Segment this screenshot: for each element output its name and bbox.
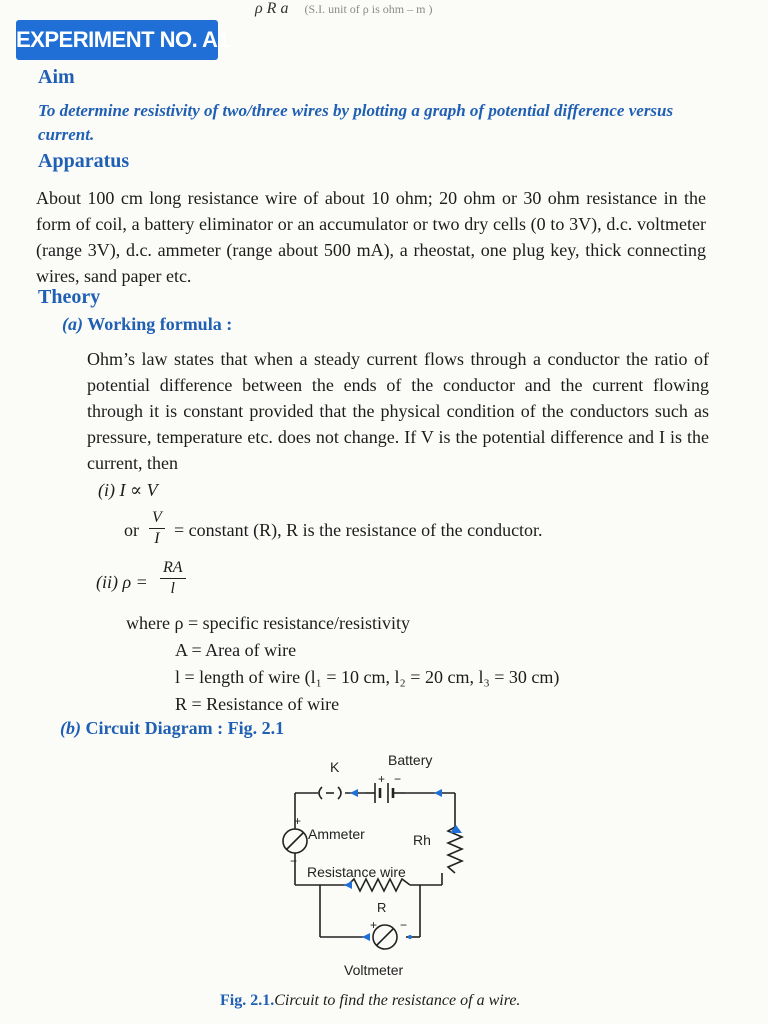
ammeter-icon bbox=[283, 829, 307, 853]
apparatus-heading: Apparatus bbox=[38, 150, 130, 172]
label-ammeter: Ammeter bbox=[308, 826, 365, 842]
apparatus-text: About 100 cm long resistance wire of about 10 ohm; 20 ohm or 30 ohm resistance in the form of coil, a battery eliminator or an accumulator or two dry cells (0 to 3V), d.c. voltmeter (range 3V), d.c. ammeter (range about 500 mA), a rheostat, one plug key, thick connecting wires, sand paper etc. bbox=[36, 188, 706, 286]
v-over-i-fraction: $\frac{V}{I}$ bbox=[149, 508, 165, 549]
rheostat-icon bbox=[448, 825, 462, 873]
formula-i: (i) I ∝ V bbox=[98, 480, 158, 500]
or-word: or bbox=[124, 520, 139, 540]
label-voltmeter: Voltmeter bbox=[344, 962, 404, 978]
where-area: A = Area of wire bbox=[175, 640, 297, 660]
label-resistance-wire: Resistance wire bbox=[307, 864, 406, 880]
experiment-title-banner: EXPERIMENT NO. A1 bbox=[16, 20, 218, 60]
top-cutoff-text: ρ R a (S.I. unit of ρ is ohm – m ) bbox=[255, 0, 433, 17]
circuit-diagram-heading: (b) Circuit Diagram : Fig. 2.1 bbox=[60, 718, 285, 738]
aim-text: To determine resistivity of two/three wires by plotting a graph of potential difference versus current. bbox=[38, 101, 674, 144]
resistance-wire-icon bbox=[344, 879, 410, 891]
formula-ii-label: (ii) ρ = bbox=[96, 572, 148, 592]
where-rho: where ρ = specific resistance/resistivity bbox=[126, 613, 411, 633]
figure-caption: Fig. 2.1.Circuit to find the resistance of a wire. bbox=[220, 992, 521, 1009]
battery-minus: − bbox=[394, 772, 402, 786]
label-battery: Battery bbox=[388, 752, 433, 768]
voltmeter-plus: + bbox=[370, 918, 378, 932]
label-r: R bbox=[377, 900, 387, 915]
ra-over-l-fraction: $\frac{RA}{l}$ bbox=[160, 558, 186, 599]
battery-icon bbox=[365, 783, 405, 803]
ammeter-minus: − bbox=[290, 854, 298, 868]
constant-statement: = constant (R), R is the resistance of the conductor. bbox=[174, 520, 543, 540]
working-formula-heading: (a) Working formula : bbox=[62, 314, 233, 334]
battery-plus: + bbox=[378, 772, 386, 786]
where-length: l = length of wire (l₁ = 10 cm, l₂ = 20 cm, l₃ = 30 cm) bbox=[175, 667, 560, 687]
theory-heading: Theory bbox=[38, 286, 101, 308]
aim-heading: Aim bbox=[38, 66, 75, 88]
circuit-diagram bbox=[270, 745, 490, 985]
ammeter-plus: + bbox=[294, 814, 302, 828]
label-rh: Rh bbox=[413, 832, 431, 848]
where-resistance: R = Resistance of wire bbox=[175, 694, 340, 714]
ohms-law-paragraph: Ohm’s law states that when a steady current flows through a conductor the ratio of potential difference between the ends of the conductor and the current flowing through it is constant provided that the physical condition of the conductors such as pressure, temperature etc. does not change. If V is the potential difference and I is the current, then bbox=[87, 349, 709, 473]
voltmeter-minus: − bbox=[400, 918, 408, 932]
label-k: K bbox=[330, 759, 340, 775]
plug-key-icon bbox=[319, 787, 341, 799]
